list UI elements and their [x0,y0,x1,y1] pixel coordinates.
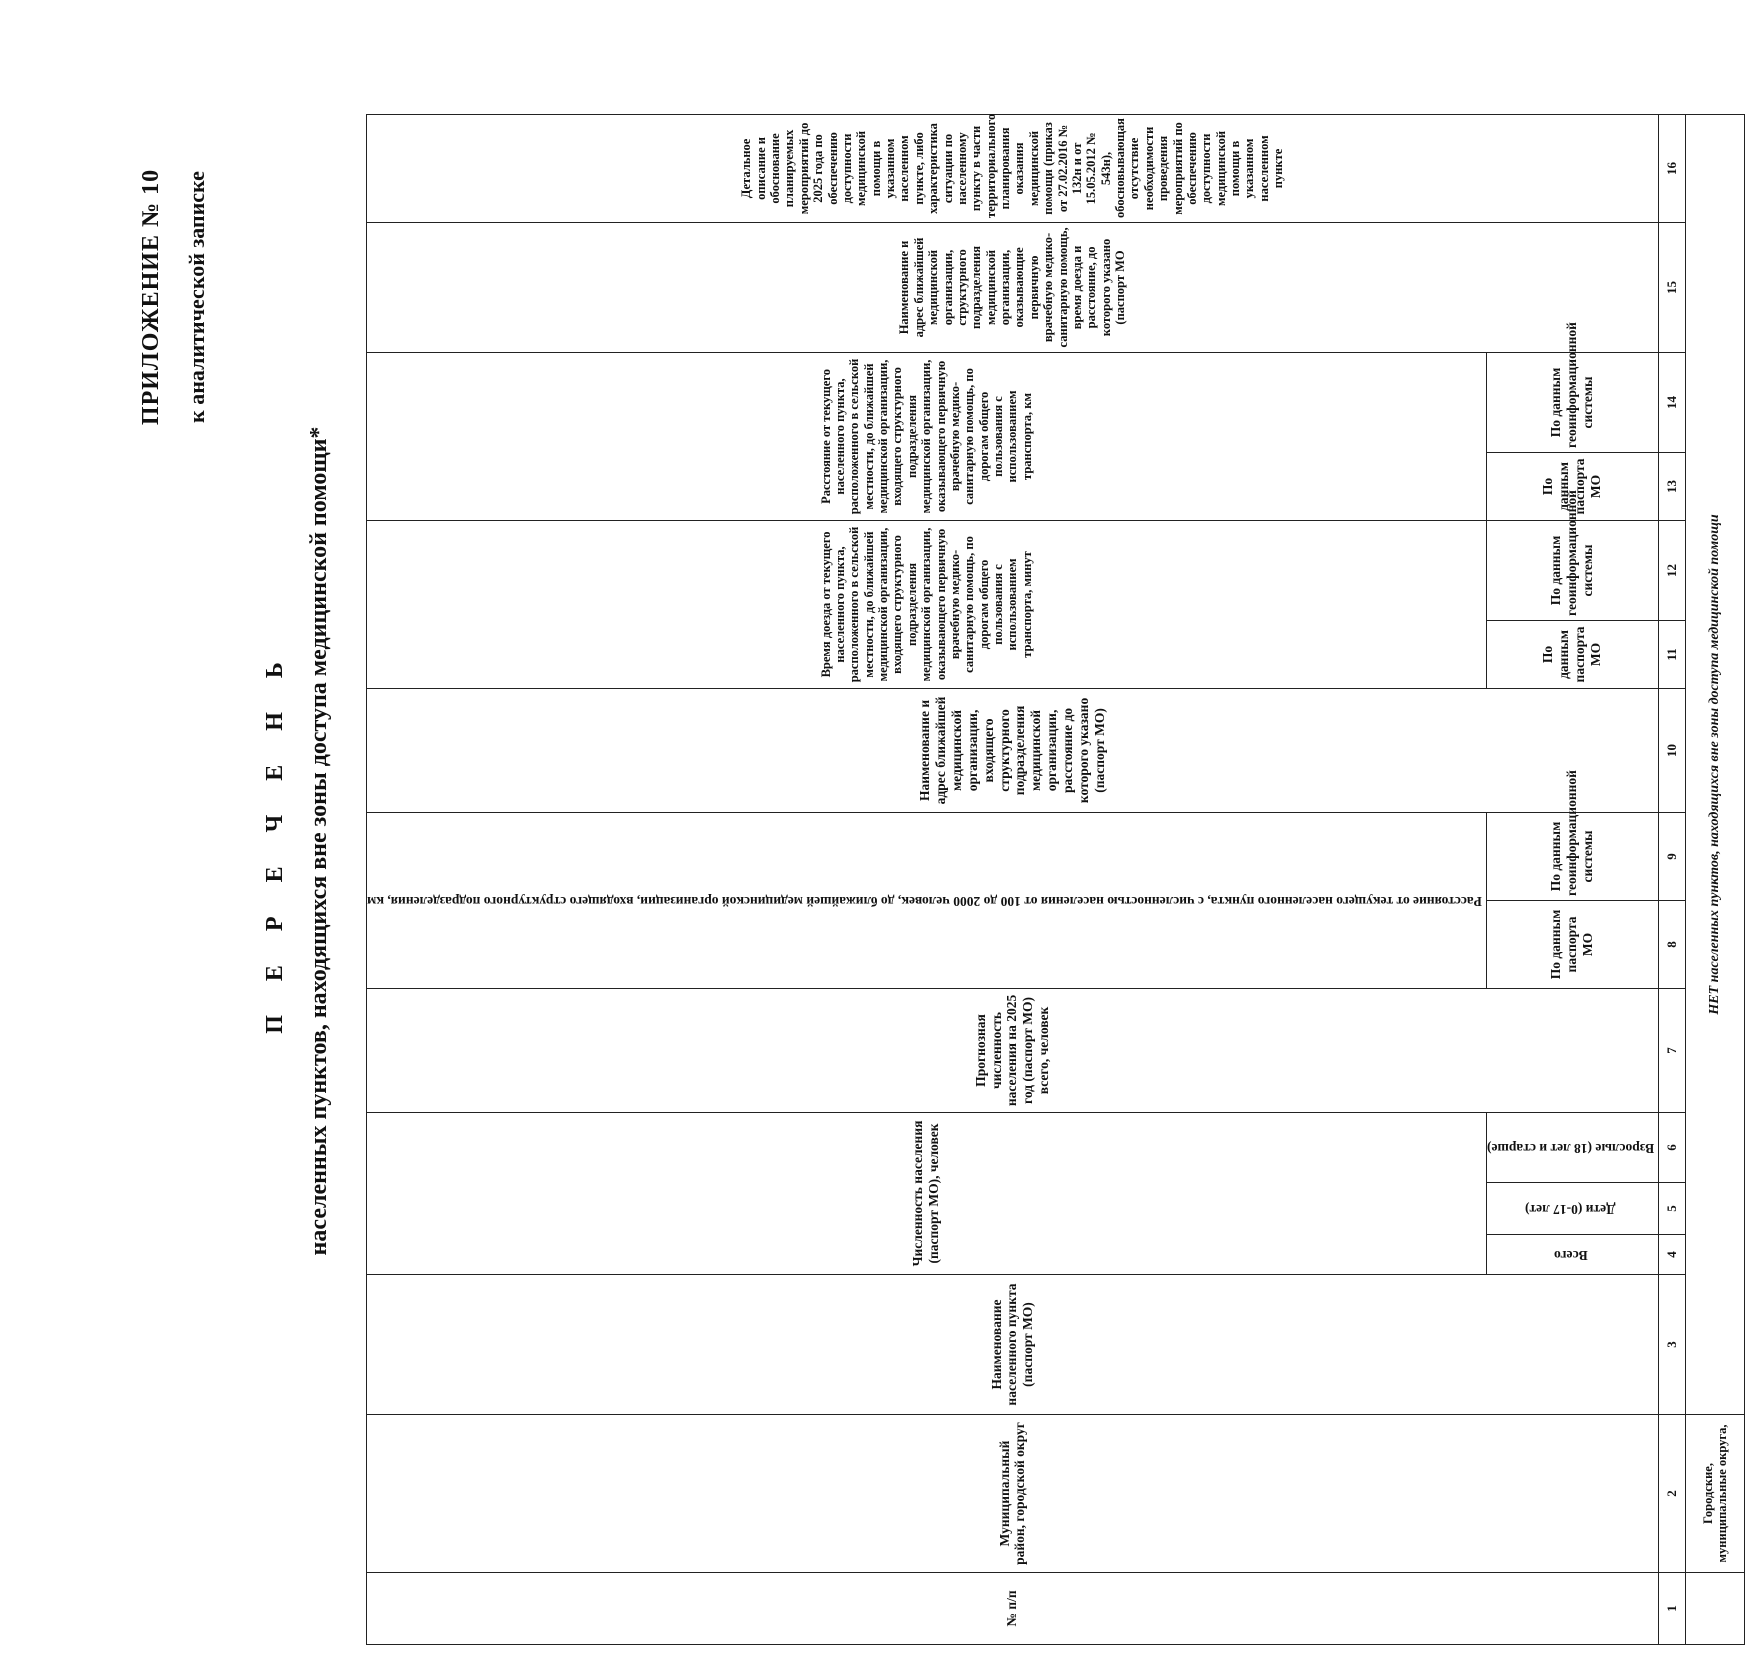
group-label: Городские, муниципальные округа, [1685,1415,1744,1573]
column-number: 3 [1658,1275,1685,1415]
header-col16: Детальное описание и обоснование планируемых мероприятий до 2025 года по обеспечению доступности медицинской помощи в указанном населенном пункте, либо характеристика ситуации по населенному пункту в части территориального планирования оказания медицинской помощи (приказ от 27.02.2016 № 132н и от 15.05.2012 № 543н), обосновывающая отсутствие необходимости проведения мероприятий по обеспечению доступности медицинской помощи в указанном населенном пункте [367,114,1659,222]
header-col1: № п/п [367,1573,1659,1645]
column-number: 10 [1658,688,1685,812]
column-number: 2 [1658,1415,1685,1573]
header-col15: Наименование и адрес ближайшей медицинской организации, структурного подразделения медицинской организации, оказывающие первичную врачебную медико-санитарную помощь, время доезда и расстояние, до которого указано (паспорт МО [367,222,1659,352]
column-number: 6 [1658,1112,1685,1182]
column-number: 16 [1658,114,1685,222]
settlements-table [366,114,1745,1645]
column-number: 11 [1658,620,1685,688]
header-travel-time: Время доезда от текущего населенного пункта, расположенного в сельской местности, до ближайшей медицинской организации, входящего структурного подразделения медицинской организации, оказывающего первичную врачебную медико- санитарную помощь, по дорогам общего пользования с использованием транспорта, минут [367,520,1487,688]
column-number: 7 [1658,988,1685,1112]
header-col6 [1486,1112,1658,1182]
header-col5 [1486,1183,1658,1235]
document-title: П Е Р Е Ч Е Н Ь [262,648,288,1034]
header-col14: По данным геоинформационной системы [1486,352,1658,452]
header-col13: По данным паспорта МО [1486,452,1658,520]
appendix-title: ПРИЛОЖЕНИЕ № 10 [138,168,164,426]
column-number: 12 [1658,520,1685,620]
header-distance-label: Расстояние от текущего населенного пункта, с численностью населения от 100 до 2000 человек, до ближайшей медицинской организации, входящего структурного подразделения, км [367,893,1482,909]
header-row-top [367,114,1487,1644]
header-col9: По данным геоинформационной системы [1486,812,1658,900]
appendix-subtitle: к аналитической записке [184,171,209,423]
column-number: 15 [1658,222,1685,352]
column-number-row [1658,114,1685,1644]
header-col8: По данным паспорта МО [1486,900,1658,988]
header-col11: По данным паспорта МО [1486,620,1658,688]
document-subtitle: населенных пунктов, находящихся вне зоны доступа медицинской помощи* [306,426,332,1256]
header-col2: Муниципальный район, городской округ [367,1415,1659,1573]
column-number: 14 [1658,352,1685,452]
column-number: 13 [1658,452,1685,520]
header-col3: Наименование населенного пункта (паспорт МО) [367,1275,1659,1415]
header-population: Численность населения (паспорт МО), человек [367,1112,1487,1274]
column-number: 1 [1658,1573,1685,1645]
header-col5-label: Дети (0-17 лет) [1525,1201,1616,1217]
header-col4-label: Всего [1553,1247,1588,1263]
header-col12: По данным геоинформационной системы [1486,520,1658,620]
empty-cell [1685,1573,1744,1645]
column-number: 4 [1658,1235,1685,1275]
column-number: 9 [1658,812,1685,900]
table-row [1685,114,1744,1644]
header-col7: Прогнозная численность населения на 2025 год (паспорт МО) всего, человек [367,988,1659,1112]
no-settlements-note: НЕТ населенных пунктов, находящихся вне зоны доступа медицинской помощи [1685,114,1744,1414]
column-number: 5 [1658,1183,1685,1235]
header-col6-label: Взрослые (18 лет и старше) [1486,1140,1654,1156]
header-distance-group [367,812,1487,988]
header-travel-distance: Расстояние от текущего населенного пункта, расположенного в сельской местности, до ближайшей медицинской организации, входящего структурного подразделения медицинской организации, оказывающего первичную врачебную медико- санитарную помощь, по дорогам общего пользования с использованием транспорта, км [367,352,1487,520]
header-col10: Наименование и адрес ближайшей медицинской организации, входящего структурного подразделения медицинской организации, расстояние до которого указано (паспорт МО) [367,688,1659,812]
column-number: 8 [1658,900,1685,988]
header-col4 [1486,1235,1658,1275]
